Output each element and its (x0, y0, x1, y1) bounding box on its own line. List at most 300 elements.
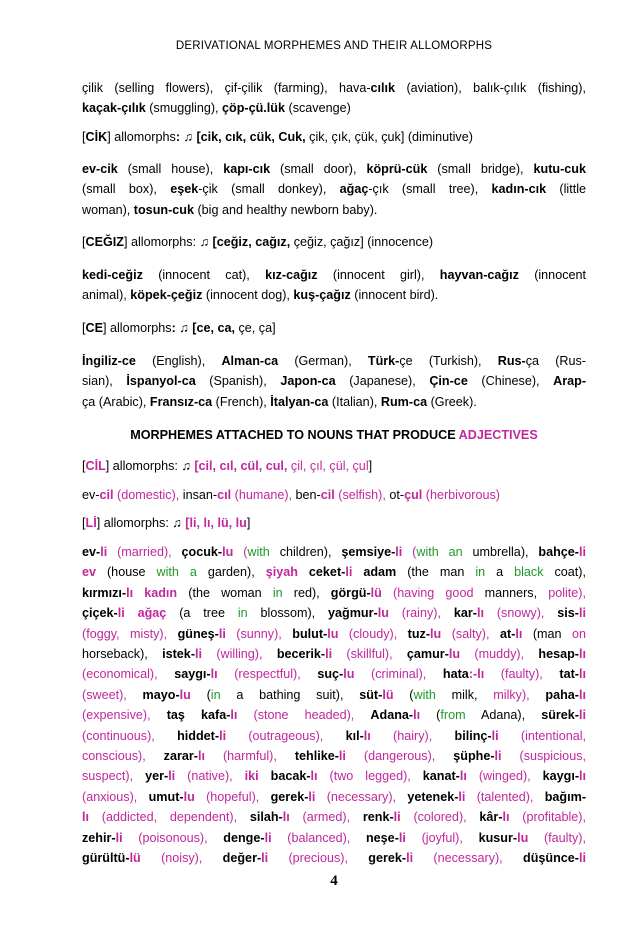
text-run: CİL (85, 459, 106, 473)
text-run: İtalyan-ca (270, 394, 329, 409)
text-run: yetenek- (407, 789, 459, 804)
text-run: hiddet- (177, 728, 220, 743)
text-run: kadın (144, 585, 178, 600)
text-run: (English), (135, 354, 222, 368)
text-line (82, 664, 586, 684)
text-run: (poisonous), (122, 830, 224, 845)
text-run: (innocent cat), (142, 268, 266, 282)
text-run: ( (402, 545, 417, 559)
text-run: cil (99, 488, 114, 502)
text-run: woman), (82, 202, 134, 217)
text-run: li (261, 851, 269, 866)
text-run: (profitable), (509, 810, 586, 825)
text-run: (cloudy), (338, 626, 408, 641)
text-run: zehir- (82, 830, 116, 845)
text-run: cılık (370, 81, 396, 95)
text-run: (hairy), (370, 728, 455, 743)
text-run: (smuggling), (145, 101, 223, 116)
text-run: adam (363, 565, 397, 580)
text-run: lı (579, 769, 587, 784)
text-run: animal), (82, 288, 131, 303)
text-run: umbrella), (462, 545, 539, 559)
text-line (82, 159, 586, 179)
text-run: lı (413, 708, 421, 723)
text-run: gürültü- (82, 851, 130, 866)
text-line (82, 98, 586, 118)
text-run: (married), (107, 545, 182, 559)
text-run: (economical), (82, 667, 175, 682)
text-run: hata (442, 667, 469, 682)
text-run: suspect), (82, 769, 146, 784)
text-run: ev- (82, 488, 100, 502)
text-run: (small box), (82, 182, 171, 197)
text-run: cıl (217, 488, 232, 502)
text-run: ] allomorphs (107, 130, 176, 144)
text-run: lı (126, 585, 134, 600)
text-run: çil, çıl, çül, çul (287, 459, 369, 473)
text-run: with (413, 687, 436, 702)
text-run: lı (363, 728, 371, 743)
text-run: (the man (396, 565, 476, 580)
text-run: çe, ça] (234, 321, 276, 335)
text-run: milk, (435, 687, 494, 702)
text-run: çamur- (406, 647, 449, 662)
text-run: li (308, 789, 316, 804)
text-run: (faulty), (528, 830, 586, 845)
text-run: ( (190, 687, 211, 702)
text-run: Rum-ca (380, 394, 428, 409)
text-run (185, 708, 201, 722)
text-run: kız-cağız (265, 268, 318, 282)
text-run: [ (82, 516, 86, 530)
text-run: (big and healthy newborn baby). (193, 202, 378, 217)
text-run: garden), (196, 565, 266, 580)
text-run: lü (382, 687, 394, 702)
text-run: CİK (85, 130, 108, 144)
text-run: (outrageous), (226, 728, 346, 743)
text-run: children), (269, 545, 342, 559)
text-line (82, 351, 586, 371)
text-run: at- (499, 626, 516, 641)
text-run: (precious), (268, 851, 369, 866)
text-run: manners, (473, 585, 549, 600)
text-run: with a (156, 565, 197, 580)
text-run: (intentional, (498, 728, 587, 743)
text-run: li (578, 545, 586, 559)
text-run (298, 565, 309, 579)
text-run: blossom), (247, 606, 329, 621)
text-run: li (345, 565, 353, 580)
text-run: tuz- (407, 626, 431, 641)
text-run: güneş- (177, 626, 219, 641)
text-run: [ (82, 459, 86, 473)
text-run: kapı-cık (223, 162, 271, 176)
text-run: çöp-çü.lük (222, 101, 286, 116)
text-run: suç- (317, 667, 344, 682)
text-line (82, 485, 586, 505)
text-line (82, 828, 586, 848)
text-run: [ceğiz, cağız, (212, 235, 291, 249)
text-run: çik, çık, çük, çuk] (diminutive) (305, 130, 473, 144)
text-run: ADJECTIVES (458, 428, 538, 442)
text-run: : ♫ (165, 516, 186, 530)
text-run: MORPHEMES ATTACHED TO NOUNS THAT PRODUCE (130, 428, 459, 442)
text-run: lü (129, 851, 141, 866)
text-run: Rus- (497, 354, 526, 368)
text-run: (faulty), (484, 667, 560, 682)
text-line (82, 513, 586, 533)
text-run: Adana), (465, 708, 542, 723)
text-run: Japon-ca (280, 374, 336, 389)
text-run: kaygı- (542, 769, 580, 784)
text-run: li (168, 769, 176, 784)
text-run: umut- (148, 789, 184, 804)
text-run: (Spanish), (195, 374, 281, 389)
text-run: ] allomorphs: ♫ (123, 235, 213, 249)
text-run: sian), (82, 374, 127, 389)
text-line (82, 392, 586, 412)
text-run: lı (515, 626, 523, 641)
text-run: lı (579, 687, 586, 702)
text-run: on (571, 626, 586, 641)
text-line (82, 746, 586, 766)
text-run: (respectful), (217, 667, 318, 682)
text-run: mayo- (142, 687, 180, 702)
text-run: (small door), (270, 162, 367, 176)
text-run: lı (82, 810, 89, 825)
text-run: (balanced), (271, 830, 366, 845)
text-run: Lİ (85, 516, 97, 530)
text-run: (stone headed), (237, 708, 371, 723)
text-run: sürek- (541, 708, 579, 723)
text-run: ev (82, 565, 97, 580)
text-run: hesap- (538, 647, 579, 662)
text-line (82, 456, 586, 476)
text-run: lu (179, 687, 191, 702)
text-run (352, 565, 363, 579)
text-run: a bathing suit), (220, 687, 360, 702)
text-run: conscious), (82, 749, 164, 764)
text-run: ağaç (339, 182, 369, 197)
text-run: ağaç (137, 606, 167, 621)
text-run: bilinç- (454, 728, 492, 743)
text-run: (house (96, 565, 157, 580)
text-run: Çin-ce (429, 374, 468, 389)
text-run: li (491, 728, 499, 743)
text-run: CEĞIZ (85, 235, 124, 249)
text-run: (domestic), (113, 488, 183, 502)
text-run: ] allomorphs (103, 321, 172, 335)
text-run: Arap- (553, 374, 587, 389)
text-run: ] allomorphs (96, 516, 166, 530)
text-line (82, 685, 586, 705)
text-line (82, 562, 586, 582)
text-run: lı (579, 667, 586, 682)
text-run: çilik (selling flowers), çif-çilik (farming), hava- (82, 81, 371, 95)
text-run: kanat- (422, 769, 460, 784)
text-run: lı (282, 810, 290, 825)
text-run: ev- (82, 545, 101, 559)
text-run: li (458, 789, 466, 804)
text-run: çeğiz, çağız] (innocence) (290, 235, 434, 249)
text-run: silah- (249, 810, 283, 825)
text-run: gerek- (270, 789, 309, 804)
text-run: becerik- (276, 647, 326, 662)
text-run: li (338, 749, 346, 764)
text-run: li (393, 810, 401, 825)
text-run: li (494, 749, 502, 764)
text-run: (little (546, 182, 587, 197)
text-run: (small house), (117, 162, 224, 176)
text-run: (innocent (518, 268, 586, 282)
text-run: lı (230, 708, 238, 723)
text-line (82, 285, 586, 305)
text-run: kuş-çağız (293, 288, 351, 303)
text-run: [ (82, 235, 86, 249)
text-run: : ♫ [cik, cık, cük, Cuk, (175, 130, 306, 144)
text-line (82, 766, 586, 786)
text-run: şüphe- (453, 749, 495, 764)
text-run: lı (579, 647, 586, 662)
text-run: lı (197, 749, 205, 764)
li-examples-paragraph (82, 542, 586, 869)
text-run: li (406, 851, 414, 866)
text-run: (the woman (177, 585, 273, 600)
text-run: (sunny), (225, 626, 293, 641)
text-run: Alman-ca (221, 354, 279, 368)
text-run: ça (Arabic), (82, 394, 150, 409)
text-run: lu (377, 606, 389, 621)
text-run: (German), (278, 354, 368, 368)
text-run: istek- (162, 647, 196, 662)
text-run: (hopeful), (194, 789, 271, 804)
text-line (82, 179, 586, 199)
text-run: in (475, 565, 486, 580)
text-run: (native), (175, 769, 245, 784)
text-run: (Japanese), (335, 374, 430, 389)
text-run: neşe- (365, 830, 399, 845)
text-run: :-lı (468, 667, 485, 682)
text-run: lu (448, 647, 461, 662)
text-run: (anxious), (82, 789, 149, 804)
text-line (82, 583, 586, 603)
text-line (82, 200, 586, 220)
text-run: kaçak-çılık (82, 101, 146, 116)
text-run: cil (320, 488, 335, 502)
text-run: (talented), (465, 789, 545, 804)
text-run: taş (166, 708, 185, 723)
text-run: li (578, 851, 586, 866)
text-run: [li, lı, lü, lu (185, 516, 247, 530)
text-run: bağım- (544, 789, 587, 804)
text-run: (winged), (466, 769, 543, 784)
text-run: ] (246, 516, 251, 530)
text-run: black (514, 565, 544, 580)
text-run: İngiliz-ce (82, 354, 136, 368)
text-run: (humane), (231, 488, 296, 502)
text-run: düşünce- (523, 851, 579, 866)
text-run: li (100, 545, 108, 559)
text-run: li (218, 626, 226, 641)
text-run: (salty), (441, 626, 500, 641)
text-run: Adana- (370, 708, 414, 723)
text-line (82, 542, 586, 562)
text-run: lu (327, 626, 339, 641)
text-run: lı (502, 810, 510, 825)
text-run: ça (Rus- (525, 354, 586, 368)
cegiz-examples-paragraph (82, 265, 586, 306)
ce-examples-paragraph (82, 351, 586, 412)
text-line (82, 371, 586, 391)
text-run: -çik (small donkey), (198, 182, 340, 197)
text-run: milky), (493, 687, 546, 702)
text-run: (innocent bird). (350, 288, 439, 303)
text-run: çocuk- (181, 545, 223, 559)
text-run: bulut- (292, 626, 328, 641)
text-run: lı (310, 769, 318, 784)
text-line (82, 705, 586, 725)
text-run: (dangerous), (345, 749, 454, 764)
text-run: (snowy), (483, 606, 558, 621)
text-run: -çık (small tree), (368, 182, 492, 197)
text-run: (two legged), (317, 769, 423, 784)
text-line (82, 848, 586, 868)
text-run: denge- (223, 830, 265, 845)
text-run: (criminal), (354, 667, 443, 682)
text-run: (harmful), (204, 749, 295, 764)
text-run: şemsiye- (341, 545, 396, 559)
text-run: ben- (295, 488, 321, 502)
cil-allomorphs-header (82, 456, 586, 476)
text-line (82, 603, 586, 623)
text-run: köprü-cük (366, 162, 428, 176)
text-line (82, 726, 586, 746)
text-run: (scavenge) (285, 101, 351, 116)
text-run: ot- (389, 488, 405, 502)
text-line (82, 232, 586, 252)
text-run: lu (183, 789, 195, 804)
text-run: horseback), (82, 647, 163, 662)
text-run: çiçek- (82, 606, 118, 621)
text-run: hayvan-cağız (439, 268, 519, 282)
text-run: (innocent girl), (317, 268, 440, 282)
text-run: (Greek). (427, 394, 477, 409)
text-run: with (247, 545, 270, 559)
text-run: (Italian), (328, 394, 381, 409)
text-line (82, 127, 586, 147)
text-run: görgü- (330, 585, 371, 600)
text-run: bacak- (270, 769, 311, 784)
text-run: değer- (222, 851, 262, 866)
text-run: kıl- (345, 728, 364, 743)
text-line (82, 318, 586, 338)
text-run: li (117, 606, 125, 621)
text-line (82, 265, 586, 285)
text-run: kadın-cık (491, 182, 547, 197)
text-run: (continuous), (82, 728, 178, 743)
text-run: Fransız-ca (149, 394, 213, 409)
text-run: ( (233, 545, 248, 559)
text-run: tosun-cuk (133, 202, 194, 217)
text-run: (having good (381, 585, 474, 600)
text-run: İspanyol-ca (126, 374, 196, 389)
text-run (133, 586, 144, 600)
text-run: (rainy), (388, 606, 454, 621)
text-line (82, 78, 586, 98)
text-run: kırmızı- (82, 585, 127, 600)
text-run: saygı- (174, 667, 211, 682)
text-line (82, 787, 586, 807)
text-run: lı (476, 606, 484, 621)
text-run: [cil, cıl, cül, cul, (194, 459, 288, 473)
text-run: coat), (543, 565, 587, 580)
text-run: ( (420, 708, 441, 723)
text-run: lı (210, 667, 218, 682)
text-run: yağmur- (328, 606, 378, 621)
text-run: (necessary), (413, 851, 523, 866)
text-run: with an (416, 545, 463, 559)
text-run: (foggy, misty), (82, 626, 178, 641)
text-run: lu (343, 667, 355, 682)
text-run: tehlike- (294, 749, 339, 764)
text-run: (addicted, dependent), (89, 810, 250, 825)
text-run: süt- (359, 687, 383, 702)
text-run: (French), (212, 394, 271, 409)
text-run: kâr- (479, 810, 503, 825)
text-run: lü (370, 585, 382, 600)
text-run: paha- (545, 687, 579, 702)
text-run: zarar- (163, 749, 198, 764)
text-run: li (264, 830, 272, 845)
text-run: [ (82, 321, 86, 335)
cil-examples-line (82, 485, 586, 505)
intro-paragraph (82, 78, 586, 119)
text-run: (armed), (289, 810, 363, 825)
text-run: tat- (559, 667, 579, 682)
text-run: red), (282, 585, 331, 600)
text-run: lı (459, 769, 467, 784)
text-run: li (219, 728, 227, 743)
text-run: köpek-çeğiz (130, 288, 203, 303)
ce-allomorphs-header (82, 318, 586, 338)
text-line (82, 644, 586, 664)
text-run: eşek (170, 182, 199, 197)
cik-examples-paragraph (82, 159, 586, 220)
text-run: ceket- (308, 565, 346, 580)
li-allomorphs-header (82, 513, 586, 533)
text-run: (herbivorous) (422, 488, 500, 502)
page-number: 4 (330, 873, 338, 889)
text-run: polite), (548, 585, 587, 600)
text-run: li (579, 708, 586, 723)
text-run: ( (393, 687, 414, 702)
text-run: (aviation), balık-çılık (fishing), (395, 81, 586, 95)
text-run: yer- (145, 769, 169, 784)
text-run: kedi-ceğiz (82, 268, 143, 282)
text-run: iki (244, 769, 259, 784)
cik-allomorphs-header (82, 127, 586, 147)
text-run: kusur- (478, 830, 518, 845)
text-run: in (210, 687, 221, 702)
text-run: lu (430, 626, 442, 641)
text-run: (Chinese), (467, 374, 554, 389)
running-header: DERIVATIONAL MORPHEMES AND THEIR ALLOMORPHS (175, 40, 493, 52)
text-run: şiyah (265, 565, 298, 580)
text-run: (muddy), (460, 647, 539, 662)
text-run: renk- (362, 810, 394, 825)
text-run: kar- (453, 606, 477, 621)
text-run: li (398, 830, 406, 845)
